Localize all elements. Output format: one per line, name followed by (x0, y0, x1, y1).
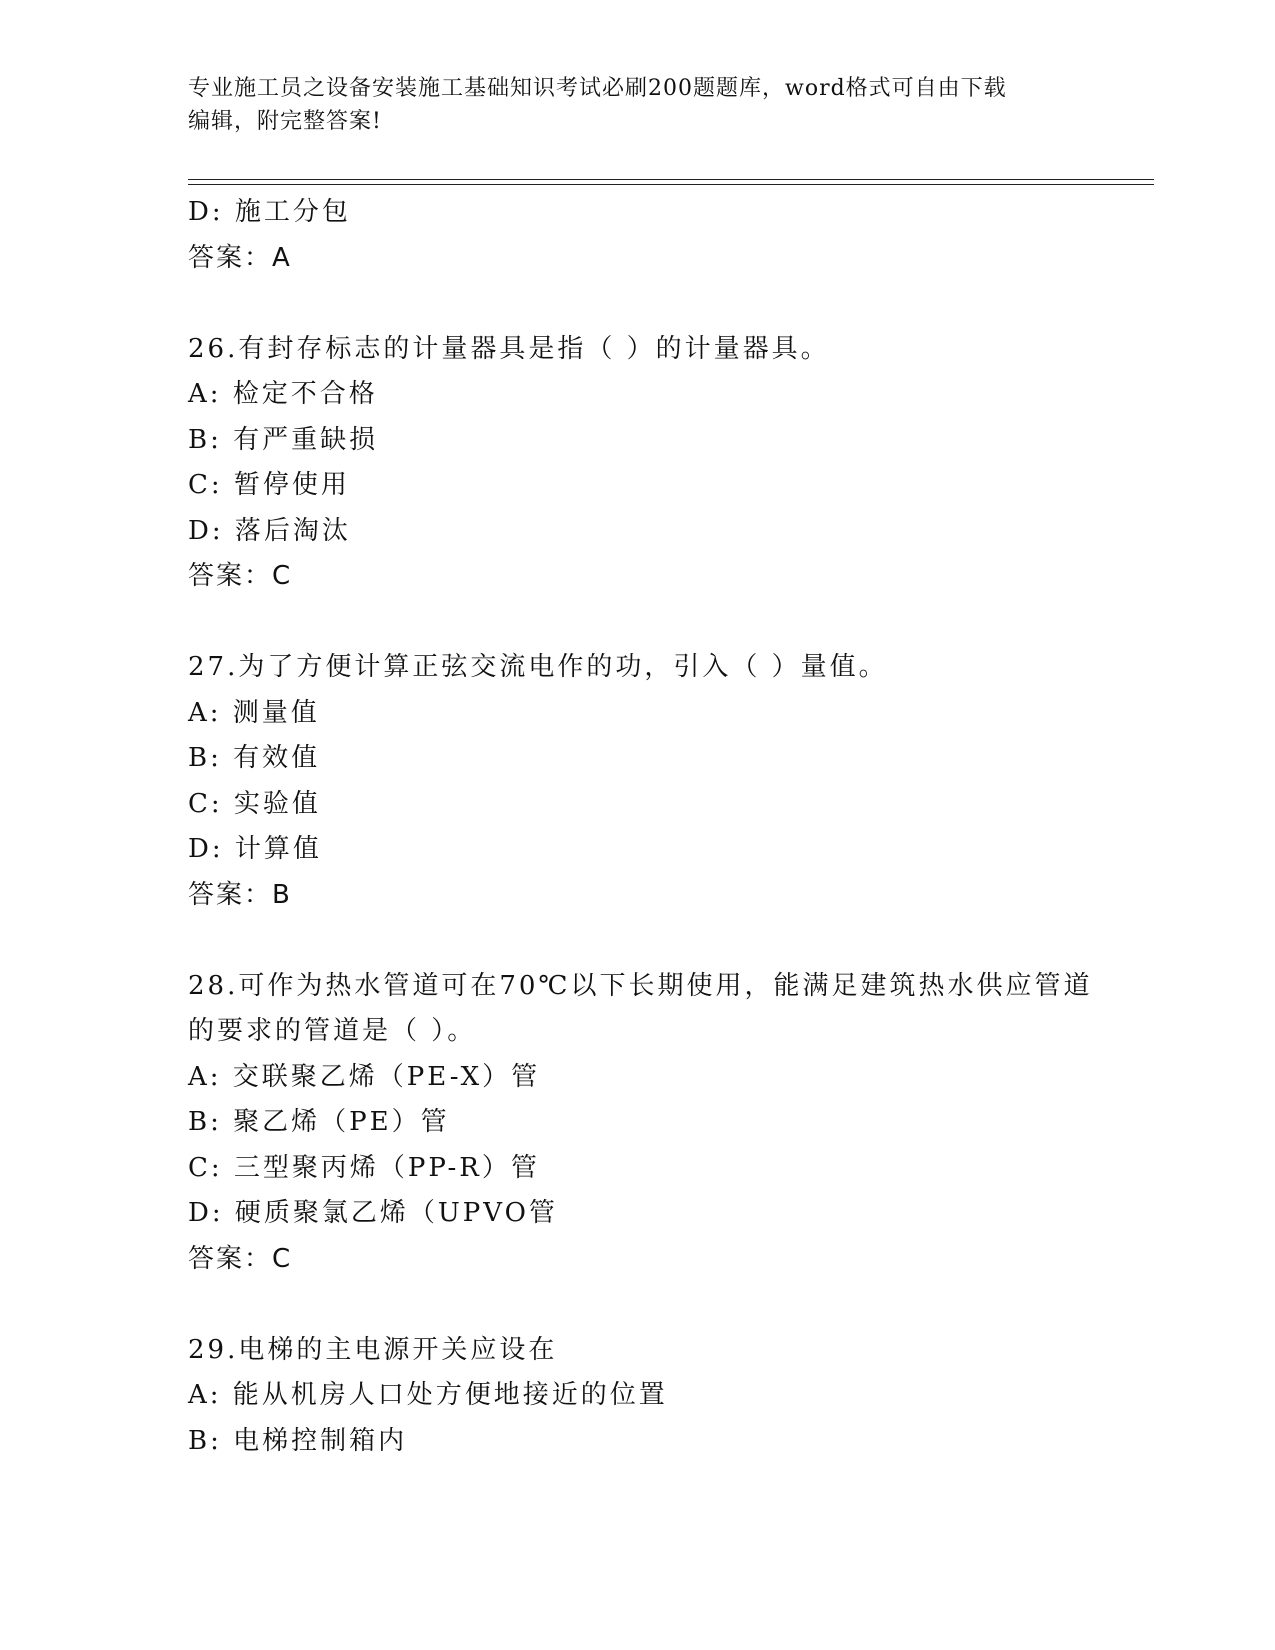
question-stem: 27.为了方便计算正弦交流电作的功，引入（ ）量值。 (188, 652, 888, 682)
answer-line: 答案：C (188, 561, 293, 591)
header-divider-bottom (188, 184, 1154, 185)
option-b: B: 电梯控制箱内 (188, 1425, 408, 1456)
option-b: B: 有严重缺损 (188, 424, 379, 455)
option-d: D: 硬质聚氯乙烯（UPVO管 (188, 1198, 558, 1228)
option-a: A: 交联聚乙烯（PE-X）管 (188, 1061, 541, 1092)
option-d: D: 计算值 (188, 834, 322, 864)
header-title-line-2: 编辑，附完整答案! (188, 109, 382, 134)
answer-line: 答案：C (188, 1243, 293, 1274)
answer-line: 答案：B (188, 879, 292, 910)
question-stem-line-1: 28.可作为热水管道可在70℃以下长期使用，能满足建筑热水供应管道 (188, 970, 1093, 1001)
option-b: B: 聚乙烯（PE）管 (188, 1107, 450, 1137)
question-list (188, 190, 1128, 1464)
spacer (188, 1282, 1128, 1328)
option-a: A: 测量值 (188, 697, 320, 728)
spacer (188, 600, 1128, 646)
spacer (188, 918, 1128, 964)
option-a: A: 检定不合格 (188, 379, 378, 409)
option-c: C: 暂停使用 (188, 470, 350, 500)
option-c: C: 实验值 (188, 788, 321, 819)
option-d: D: 施工分包 (188, 197, 351, 227)
option-b: B: 有效值 (188, 743, 321, 773)
document-header (188, 72, 1068, 138)
question-stem-line-2: 的要求的管道是（ ）。 (188, 1016, 477, 1046)
option-d: D: 落后淘汰 (188, 515, 351, 546)
option-a: A: 能从机房人口处方便地接近的位置 (188, 1380, 668, 1410)
question-stem: 26.有封存标志的计量器具是指（ ）的计量器具。 (188, 333, 830, 364)
header-title-line-1: 专业施工员之设备安装施工基础知识考试必刷200题题库，word格式可自由下载 (188, 76, 1007, 101)
question-stem: 29.电梯的主电源开关应设在 (188, 1334, 558, 1365)
option-c: C: 三型聚丙烯（PP-R）管 (188, 1152, 540, 1183)
spacer (188, 281, 1128, 327)
answer-line: 答案：A (188, 242, 292, 273)
header-divider-top (188, 179, 1154, 180)
